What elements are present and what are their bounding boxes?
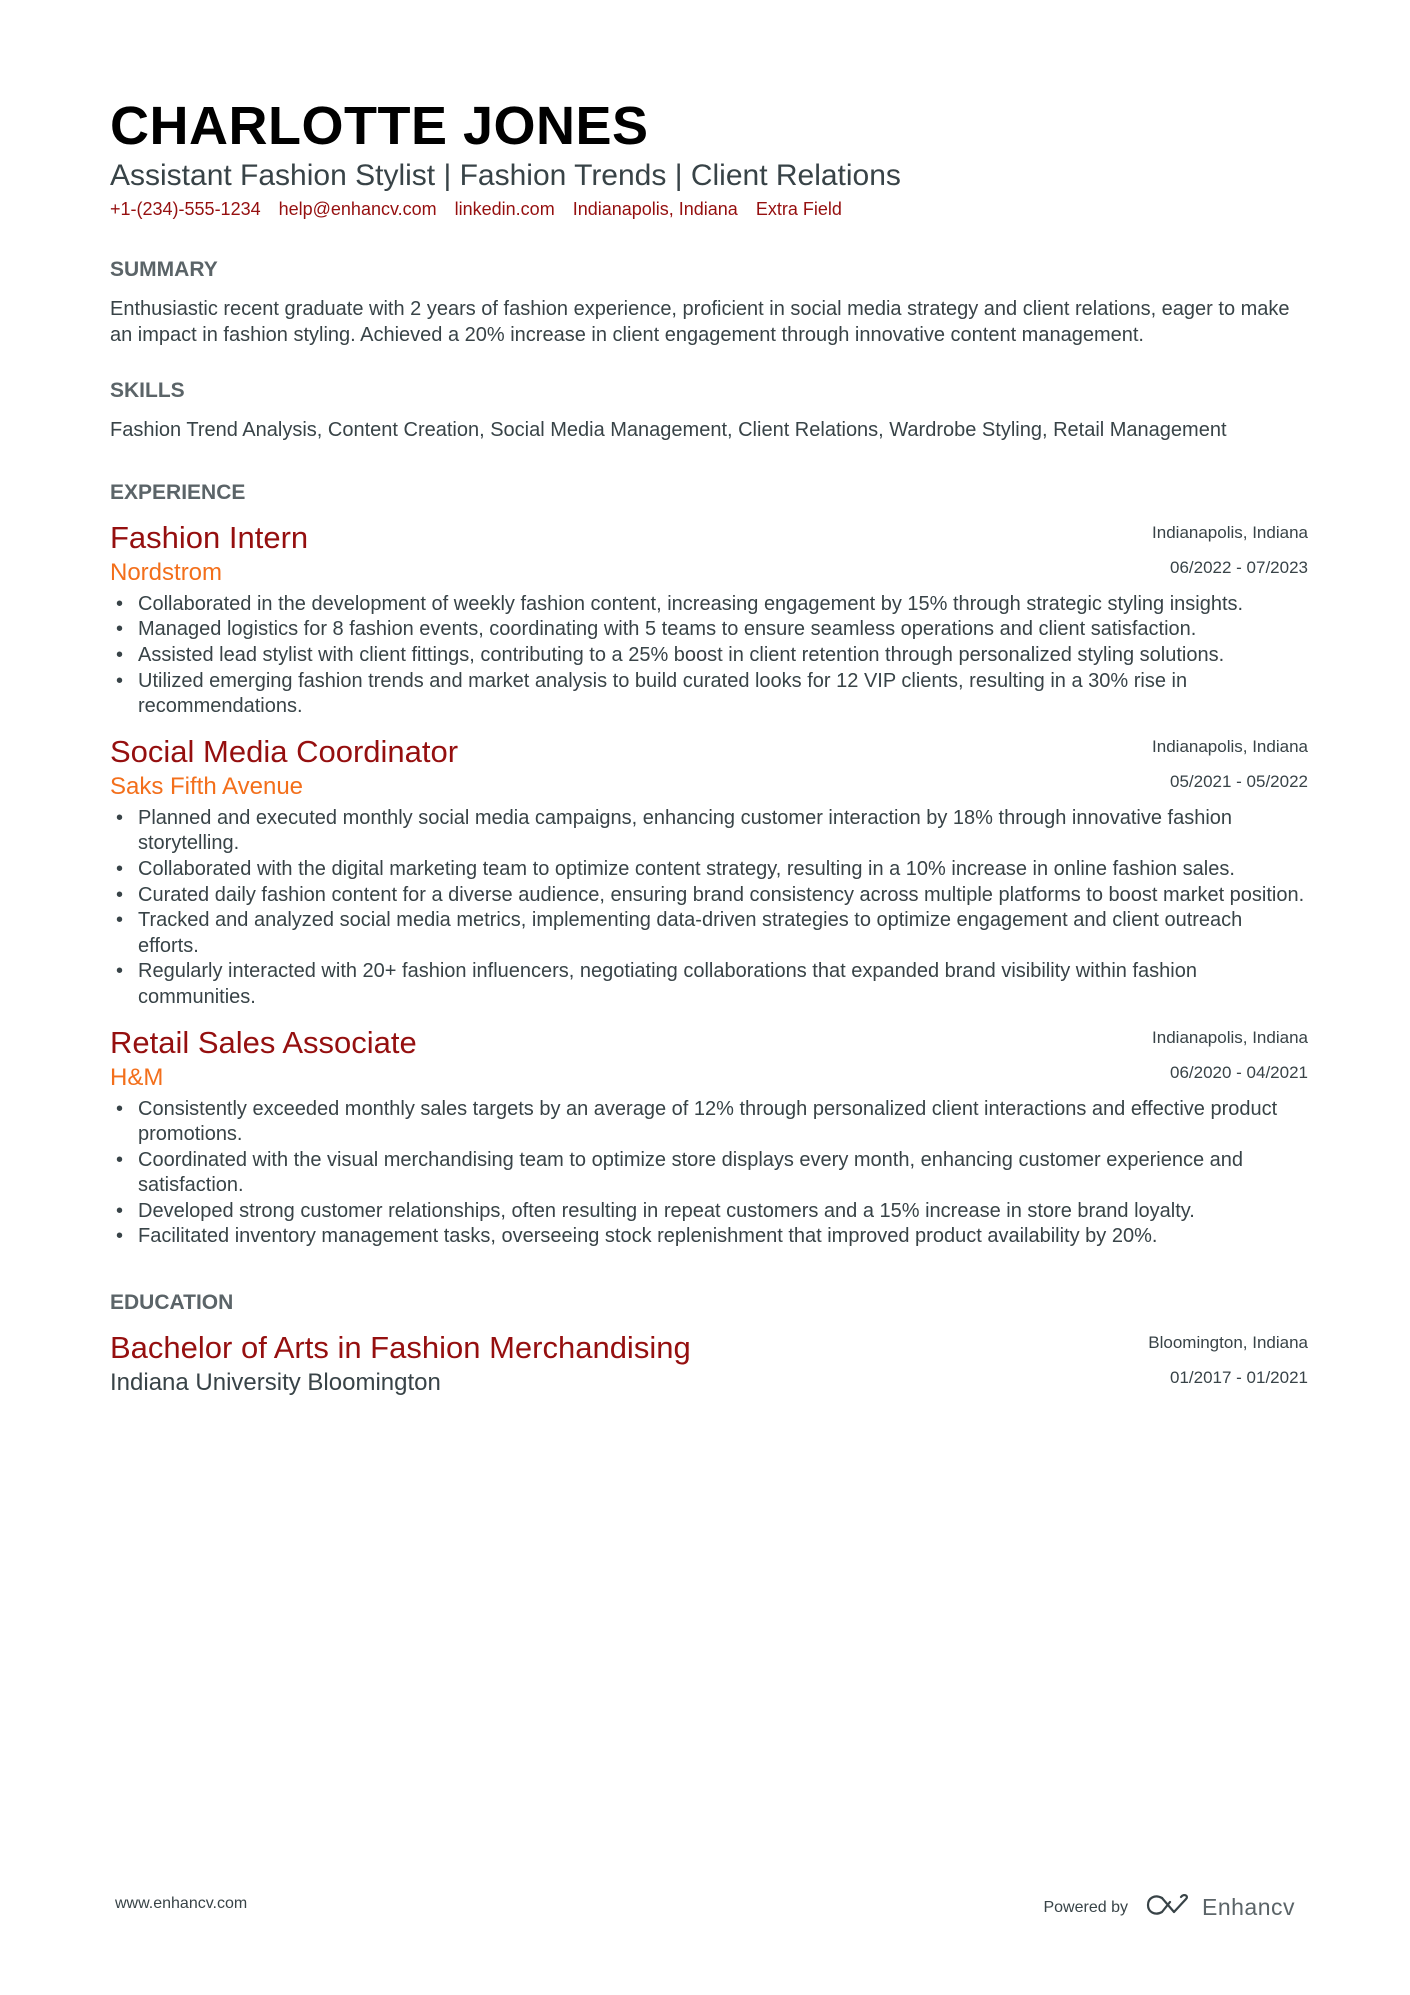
job-entry — [110, 734, 1308, 1011]
bullet-item: • Coordinated with the visual merchandising team to optimize store displays every month, enhancing customer experience and satisfaction. — [110, 1148, 1308, 1199]
job-company: H&M — [110, 1063, 164, 1091]
enhancv-brand-name: Enhancv — [1201, 1894, 1295, 1920]
contact-bar — [110, 197, 1308, 221]
summary-text: Enthusiastic recent graduate with 2 years of fashion experience, proficient in social media strategy and client relations, eager to make an impact in fashion styling. Achieved a 20% increase in client engagement through innovative content management. — [110, 298, 1290, 346]
summary-section — [110, 257, 1308, 348]
education-school: Indiana University Bloomington — [110, 1369, 441, 1397]
footer-branding — [1043, 1893, 1295, 1922]
job-company: Nordstrom — [110, 558, 223, 586]
bullet-item: • Utilized emerging fashion trends and market analysis to build curated looks for 12 VIP clients, resulting in a 30% rise in recommendations. — [110, 669, 1308, 720]
bullet-item: • Planned and executed monthly social media campaigns, enhancing customer interaction by 18% through innovative fashion storytelling. — [110, 806, 1308, 857]
job-location: Indianapolis, Indiana — [1152, 1027, 1308, 1047]
contact-phone[interactable]: +1-(234)-555-1234 — [110, 199, 261, 219]
bullet-item: • Assisted lead stylist with client fittings, contributing to a 25% boost in client retention through personalized styling solutions. — [110, 643, 1308, 669]
skills-text: Fashion Trend Analysis, Content Creation, Social Media Management, Client Relations, Wardrobe Styling, Retail Management — [110, 419, 1227, 442]
bullet-item: • Collaborated with the digital marketing team to optimize content strategy, resulting in a 10% increase in online fashion sales. — [110, 857, 1308, 883]
contact-location: Indianapolis, Indiana — [572, 199, 738, 219]
powered-by-label: Powered by — [1043, 1898, 1128, 1916]
job-bullets — [110, 1097, 1308, 1251]
job-dates: 06/2022 - 07/2023 — [1169, 557, 1308, 577]
job-title: Social Media Coordinator — [110, 733, 459, 769]
job-location: Indianapolis, Indiana — [1152, 522, 1308, 542]
job-title: Retail Sales Associate — [110, 1024, 417, 1060]
bullet-item: • Collaborated in the development of weekly fashion content, increasing engagement by 15% through strategic styling insights. — [110, 592, 1308, 618]
job-bullets — [110, 806, 1308, 1011]
job-meta — [1152, 736, 1308, 793]
skills-section — [110, 378, 1308, 444]
job-meta — [1152, 522, 1308, 579]
enhancv-logo-icon — [1146, 1893, 1192, 1922]
resume-page — [110, 96, 1308, 1398]
footer-website-link[interactable]: www.enhancv.com — [115, 1895, 248, 1912]
job-location: Indianapolis, Indiana — [1152, 736, 1308, 756]
candidate-name: CHARLOTTE JONES — [110, 96, 649, 156]
education-dates: 01/2017 - 01/2021 — [1169, 1368, 1308, 1388]
job-dates: 06/2020 - 04/2021 — [1169, 1062, 1308, 1082]
candidate-headline: Assistant Fashion Stylist | Fashion Trends | Client Relations — [110, 159, 901, 192]
section-title-summary: SUMMARY — [110, 258, 218, 281]
bullet-item: • Facilitated inventory management tasks, overseeing stock replenishment that improved product availability by 20%. — [110, 1224, 1308, 1250]
section-title-education: EDUCATION — [110, 1291, 234, 1315]
bullet-item: • Managed logistics for 8 fashion events, coordinating with 5 teams to ensure seamless operations and client satisfaction. — [110, 617, 1308, 643]
contact-linkedin[interactable]: linkedin.com — [454, 199, 555, 219]
job-bullets — [110, 592, 1308, 720]
job-entry — [110, 520, 1308, 720]
education-meta — [1148, 1332, 1308, 1389]
contact-extra-field: Extra Field — [755, 199, 842, 219]
education-location: Bloomington, Indiana — [1148, 1333, 1308, 1353]
bullet-item: • Developed strong customer relationships, often resulting in repeat customers and a 15% increase in store brand loyalty. — [110, 1199, 1308, 1225]
section-title-skills: SKILLS — [110, 379, 185, 403]
education-section — [110, 1290, 1308, 1398]
education-degree: Bachelor of Arts in Fashion Merchandising — [110, 1330, 691, 1366]
bullet-item: • Tracked and analyzed social media metrics, implementing data-driven strategies to optimize engagement and client outreach efforts. — [110, 908, 1308, 959]
job-entry — [110, 1025, 1308, 1251]
enhancv-brand-link[interactable] — [1146, 1893, 1295, 1922]
education-entry — [110, 1330, 1308, 1398]
bullet-item: • Consistently exceeded monthly sales targets by an average of 12% through personalized client interactions and effective product promotions. — [110, 1097, 1308, 1148]
job-meta — [1152, 1027, 1308, 1084]
bullet-item: • Regularly interacted with 20+ fashion influencers, negotiating collaborations that expanded brand visibility within fashion communities. — [110, 959, 1308, 1010]
bullet-item: • Curated daily fashion content for a diverse audience, ensuring brand consistency across multiple platforms to boost market position. — [110, 883, 1308, 909]
job-dates: 05/2021 - 05/2022 — [1169, 771, 1308, 791]
job-company: Saks Fifth Avenue — [110, 772, 304, 800]
section-title-experience: EXPERIENCE — [110, 480, 246, 504]
experience-section — [110, 480, 1308, 1250]
contact-email[interactable]: help@enhancv.com — [278, 199, 437, 219]
page-footer — [115, 1893, 1295, 1920]
job-title: Fashion Intern — [110, 519, 309, 555]
